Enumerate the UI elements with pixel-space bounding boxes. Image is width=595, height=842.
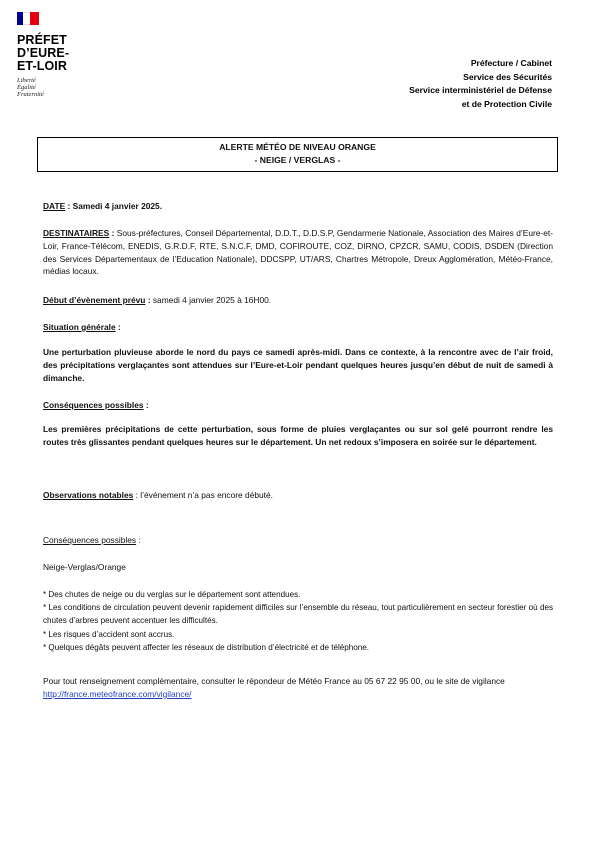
event-start-line [43,294,553,307]
alert-title-box [37,137,558,172]
date-label: DATE [43,201,66,211]
situation-heading [43,321,553,334]
motto-line: Liberté [17,77,36,84]
recipients-value: Sous-préfectures, Conseil Départemental, D.D.T., D.D.S.P, Gendarmerie Nationale, Association des Maires d’Eure-et-Loir, France-Télécom, ENEDIS, G.R.D.F, RTE, S.N.C.F, DMD, COFIROUTE, COZ, DIRNO, CPZCR, SAMU, CODIS, DSDEN (Direction des Services Départementaux de l’Education Nationale), DDCSPP, UT/ARS, Chartres Métropole, Dreux Agglomération, Météo-France, médias locaux. [43,228,553,277]
logo-title-line: ET-LOIR [17,59,68,73]
situation-text: Une perturbation pluvieuse aborde le nord du pays ce samedi après-midi. Dans ce contexte, à la rencontre avec de l’air froid, des précipitations verglaçantes sont attendues sur l’Eure-et-Loir pendant quelques heures jusqu’en début de nuit de samedi à dimanche. [43,347,553,383]
contact-text: Pour tout renseignement complémentaire, consulter le répondeur de Météo France au 05 67 22 95 00, ou le site de vigilance [43,676,505,686]
situation-sep: : [115,322,121,332]
recipients-label: DESTINATAIRES [43,228,110,238]
observations-value: l’événement n’a pas encore débuté. [140,490,273,500]
event-start-label: Début d’évènement prévu [43,295,146,305]
consequences-heading [43,399,553,412]
date-sep: : [65,201,73,211]
list-item: * Les conditions de circulation peuvent devenir rapidement difficiles sur l’ensemble du réseau, tout particulièrement en secteur forestier où des chutes d’arbres peuvent accentuer les difficultés. [43,603,553,626]
consequences-text: Les premières précipitations de cette perturbation, sous forme de pluies verglaçantes ou sur sol gelé pourront rendre les routes très glissantes pendant quelques heures sur le département. Un net redoux s’imposera en soirée sur le département. [43,424,553,447]
consequences2-label: Conséquences possibles [43,535,137,545]
prefecture-logo [17,12,87,98]
date-value: Samedi 4 janvier 2025. [72,201,163,211]
service-line: Préfecture / Cabinet [470,58,552,68]
logo-motto [17,77,87,98]
list-item: * Des chutes de neige ou du verglas sur le département sont attendues. [43,590,301,599]
logo-title-line: D’EURE- [17,46,70,60]
contact-paragraph [43,675,553,701]
situation-label: Situation générale [43,322,116,332]
consequences2-sep: : [136,535,141,545]
list-item: * Les risques d’accident sont accrus. [43,629,175,639]
service-line: Service des Sécurités [463,71,552,82]
logo-title-line: PRÉFET [17,33,67,47]
alert-subtitle: - NEIGE / VERGLAS - [254,155,341,165]
date-line [43,200,553,213]
alert-title: ALERTE MÉTÉO DE NIVEAU ORANGE [219,142,376,152]
consequences2-heading [43,534,553,547]
consequences-list [43,588,553,654]
event-start-value: samedi 4 janvier 2025 à 16H00. [152,295,272,305]
recipients-paragraph [43,227,553,278]
event-start-sep: : [145,295,153,305]
observations-line [43,489,553,502]
marianne-flag-icon [17,12,39,25]
vigilance-link[interactable]: http://france.meteofrance.com/vigilance/ [43,688,192,699]
observations-sep: : [133,490,141,500]
consequences-label: Conséquences possibles [43,400,144,410]
phenomenon-label: Neige-Verglas/Orange [43,562,126,572]
motto-line: Égalité [17,84,36,91]
logo-title [17,34,87,73]
recipients-sep: : [109,228,117,238]
service-line: Service interministériel de Défense [409,85,552,95]
observations-label: Observations notables [43,490,134,500]
issuing-service [409,57,552,111]
consequences-sep: : [143,400,149,410]
service-line: et de Protection Civile [461,98,552,109]
motto-line: Fraternité [17,91,44,98]
list-item: * Quelques dégâts peuvent affecter les réseaux de distribution d’électricité et de téléphone. [43,642,370,652]
